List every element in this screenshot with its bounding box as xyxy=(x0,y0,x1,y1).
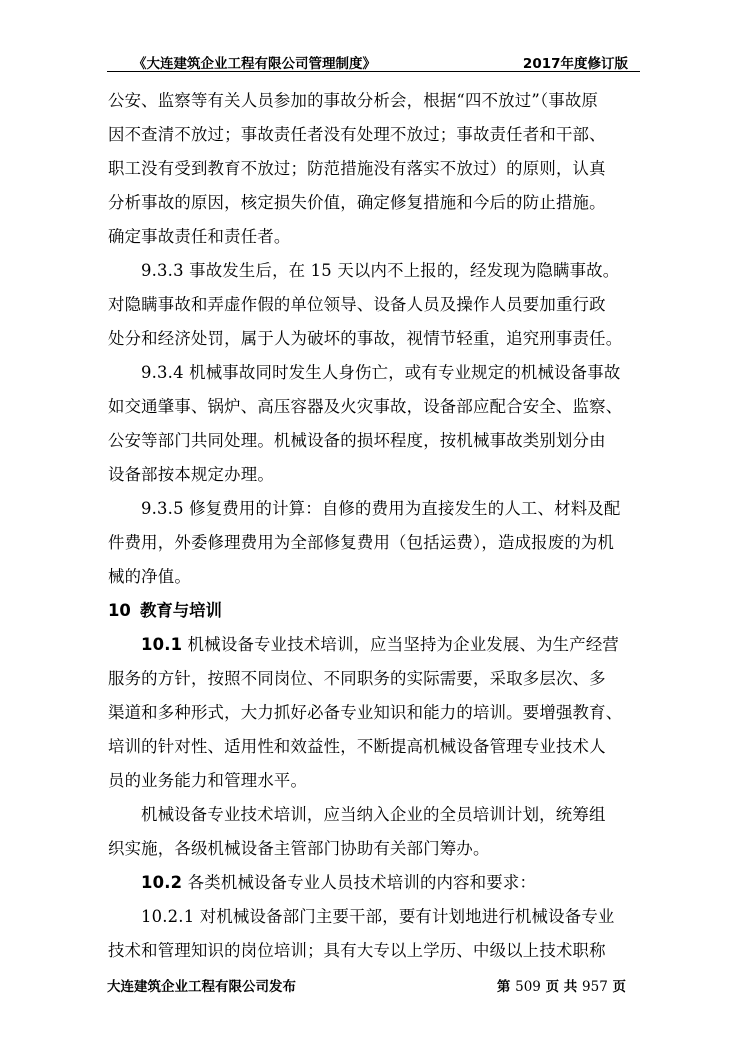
text-line: 分析事故的原因，核定损失价值，确定修复措施和今后的防止措施。 xyxy=(108,193,606,212)
paragraph-10-2-1 xyxy=(108,900,640,968)
section-number: 10 xyxy=(108,601,131,620)
text-line: 处分和经济处罚，属于人为破坏的事故，视情节轻重，追究刑事责任。 xyxy=(108,329,623,348)
header-title: 《大连建筑企业工程有限公司管理制度》 xyxy=(133,56,376,72)
text-line: 织实施，各级机械设备主管部门协助有关部门筹办。 xyxy=(108,839,490,858)
paragraph-10-1 xyxy=(108,628,640,798)
text-line: 技术和管理知识的岗位培训；具有大专以上学历、中级以上技术职称 xyxy=(108,941,606,960)
clause-text: 各类机械设备专业人员技术培训的内容和要求： xyxy=(187,873,537,892)
page-footer xyxy=(107,975,640,997)
text-line: 服务的方针，按照不同岗位、不同职务的实际需要，采取多层次、多 xyxy=(108,669,606,688)
text-line: 9.3.3 事故发生后，在 15 天以内不上报的，经发现为隐瞒事故。 xyxy=(141,261,620,280)
text-line: 设备部按本规定办理。 xyxy=(108,465,274,484)
text-line: 因不查清不放过；事故责任者没有处理不放过；事故责任者和干部、 xyxy=(108,125,606,144)
paragraph-9-3-5 xyxy=(108,492,640,594)
header-divider xyxy=(107,71,640,72)
section-title: 教育与培训 xyxy=(140,601,222,620)
paragraph-10-2 xyxy=(108,866,640,900)
page-counter xyxy=(497,975,626,995)
text-line: 公安等部门共同处理。机械设备的损坏程度，按机械事故类别划分由 xyxy=(108,431,606,450)
text-line: 9.3.5 修复费用的计算：自修的费用为直接发生的人工、材料及配 xyxy=(141,499,621,518)
text-line: 机械设备专业技术培训，应当纳入企业的全员培训计划，统筹组 xyxy=(141,805,606,824)
section-heading xyxy=(108,594,640,628)
text-line: 械的净值。 xyxy=(108,567,191,586)
page-header xyxy=(107,50,640,72)
paragraph-9-3-3 xyxy=(108,254,640,356)
text-line: 职工没有受到教育不放过；防范措施没有落实不放过）的原则，认真 xyxy=(108,159,606,178)
clause-label: 10.2 xyxy=(141,873,183,892)
text-line: 对隐瞒事故和弄虚作假的单位领导、设备人员及操作人员要加重行政 xyxy=(108,295,606,314)
header-edition: 2017年度修订版 xyxy=(522,56,628,72)
text-line: 培训的针对性、适用性和效益性，不断提高机械设备管理专业技术人 xyxy=(108,737,606,756)
page-mid: 页 共 xyxy=(545,979,578,995)
text-line: 9.3.4 机械事故同时发生人身伤亡，或有专业规定的机械设备事故 xyxy=(141,363,621,382)
text-line: 10.2.1 对机械设备部门主要干部，要有计划地进行机械设备专业 xyxy=(141,907,615,926)
document-body xyxy=(108,84,640,968)
text-line: 渠道和多种形式，大力抓好必备专业知识和能力的培训。要增强教育、 xyxy=(108,703,623,722)
page-total: 957 xyxy=(582,979,608,995)
text-line: 确定事故责任和责任者。 xyxy=(108,227,291,246)
text-line: 公安、监察等有关人员参加的事故分析会，根据“四不放过”（事故原 xyxy=(108,91,599,110)
text-line xyxy=(108,628,640,662)
text-line: 员的业务能力和管理水平。 xyxy=(108,771,308,790)
page-suffix: 页 xyxy=(612,979,626,995)
page-prefix: 第 xyxy=(496,979,511,995)
clause-text: 机械设备专业技术培训，应当坚持为企业发展、为生产经营 xyxy=(187,635,620,654)
paragraph-accident-analysis xyxy=(108,84,640,254)
paragraph-9-3-4 xyxy=(108,356,640,492)
footer-publisher: 大连建筑企业工程有限公司发布 xyxy=(107,979,296,995)
clause-label: 10.1 xyxy=(141,635,183,654)
text-line xyxy=(108,866,640,900)
text-line: 如交通肇事、锅炉、高压容器及火灾事故，设备部应配合安全、监察、 xyxy=(108,397,623,416)
page-number: 509 xyxy=(515,979,541,995)
text-line: 件费用，外委修理费用为全部修复费用（包括运费），造成报废的为机 xyxy=(108,533,615,552)
paragraph-training-plan xyxy=(108,798,640,866)
